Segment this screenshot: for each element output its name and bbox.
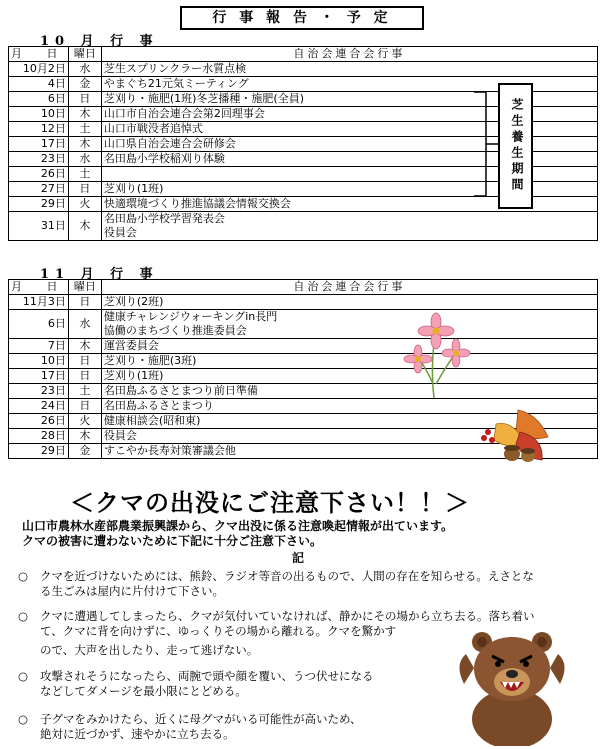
row-day: 日 bbox=[68, 92, 101, 107]
row-day: 火 bbox=[68, 414, 101, 429]
row-event: すこやか長寿対策審議会他 bbox=[101, 444, 597, 459]
row-event-line2: 協働のまちづくり推進委員会 bbox=[103, 324, 247, 337]
col-day-header: 曜日 bbox=[68, 47, 101, 62]
circle-bullet-icon: ○ bbox=[18, 712, 29, 726]
row-day: 日 bbox=[68, 182, 101, 197]
row-date: 23日 bbox=[9, 152, 69, 167]
bracket-icon bbox=[470, 90, 500, 200]
row-day: 木 bbox=[68, 339, 101, 354]
col-date-header: 月 日 bbox=[9, 47, 69, 62]
col-event-header: 自治会連合会行事 bbox=[101, 47, 597, 62]
row-event: 芝刈り・施肥(1班)冬芝播種・施肥(全員) bbox=[101, 92, 597, 107]
page-title: 行 事 報 告 ・ 予 定 bbox=[180, 6, 424, 30]
cosmos-flower-icon bbox=[398, 312, 473, 400]
row-event: 山口市戦没者追悼式 bbox=[101, 122, 597, 137]
row-date: 6日 bbox=[9, 92, 69, 107]
col-day-header: 曜日 bbox=[68, 280, 101, 295]
row-date: 31日 bbox=[9, 212, 69, 241]
row-day: 水 bbox=[68, 62, 101, 77]
table-header-row bbox=[9, 280, 598, 295]
row-event: 名田島ふるさとまつり前日準備 bbox=[101, 384, 597, 399]
row-day: 火 bbox=[68, 197, 101, 212]
table-row bbox=[9, 212, 598, 241]
row-date: 4日 bbox=[9, 77, 69, 92]
row-event: 芝刈り(1班) bbox=[101, 369, 597, 384]
row-day: 木 bbox=[68, 137, 101, 152]
warning-item-text: クマに遭遇してしまったら、クマが気付いていなければ、静かにその場から立ち去る。落ち着い て、クマに背を向けずに、ゆっくりその場から離れる。クマを驚かす ので、大声を出したり、走って逃げない。 bbox=[40, 609, 535, 657]
row-date: 12日 bbox=[9, 122, 69, 137]
row-event: 芝生スプリンクラー水質点検 bbox=[101, 62, 597, 77]
intro-line-1: 山口市農林水産部農業振興課から、クマ出没に係る注意喚起情報が出ています。 bbox=[22, 519, 454, 533]
col-event-header: 自治会連合会行事 bbox=[101, 280, 597, 295]
table-header-row bbox=[9, 47, 598, 62]
row-event-line1: 健康チャレンジウォーキングin長門 bbox=[103, 310, 278, 323]
row-event: 役員会 bbox=[101, 429, 597, 444]
table-row bbox=[9, 62, 598, 77]
row-event: 運営委員会 bbox=[101, 339, 597, 354]
row-event: 名田島ふるさとまつり bbox=[101, 399, 597, 414]
row-event-line1: 名田島小学校学習発表会 bbox=[103, 212, 225, 225]
circle-bullet-icon: ○ bbox=[18, 609, 29, 623]
row-day: 金 bbox=[68, 444, 101, 459]
row-event: やまぐち21元気ミーティング bbox=[101, 77, 597, 92]
row-event: 名田島小学校稲刈り体験 bbox=[101, 152, 597, 167]
row-event bbox=[101, 310, 597, 339]
row-date: 29日 bbox=[9, 444, 69, 459]
circle-bullet-icon: ○ bbox=[18, 569, 29, 583]
row-event: 山口県自治会連合会研修会 bbox=[101, 137, 597, 152]
row-day: 木 bbox=[68, 107, 101, 122]
row-event: 芝刈り(1班) bbox=[101, 182, 597, 197]
row-day: 土 bbox=[68, 384, 101, 399]
table-row bbox=[9, 384, 598, 399]
lawn-curing-period-note: 芝生養生期間 bbox=[498, 83, 533, 209]
row-day: 土 bbox=[68, 122, 101, 137]
table-row bbox=[9, 310, 598, 339]
row-day: 金 bbox=[68, 77, 101, 92]
bear-warning-intro bbox=[22, 519, 602, 549]
col-date-header: 月 日 bbox=[9, 280, 69, 295]
ki-label: 記 bbox=[292, 551, 305, 565]
circle-bullet-icon: ○ bbox=[18, 669, 29, 683]
angry-bear-icon bbox=[452, 624, 572, 746]
row-date: 10月2日 bbox=[9, 62, 69, 77]
row-event bbox=[101, 212, 597, 241]
october-heading: 10 月 行 事 bbox=[40, 34, 159, 49]
row-date: 7日 bbox=[9, 339, 69, 354]
row-event: 快適環境づくり推進協議会情報交換会 bbox=[101, 197, 597, 212]
row-event-line2: 役員会 bbox=[103, 226, 137, 239]
row-day: 木 bbox=[68, 429, 101, 444]
row-date: 10日 bbox=[9, 354, 69, 369]
row-date: 6日 bbox=[9, 310, 69, 339]
row-event: 芝刈り・施肥(3班) bbox=[101, 354, 597, 369]
row-date: 26日 bbox=[9, 414, 69, 429]
row-date: 29日 bbox=[9, 197, 69, 212]
table-row bbox=[9, 295, 598, 310]
row-date: 26日 bbox=[9, 167, 69, 182]
row-date: 10日 bbox=[9, 107, 69, 122]
table-row bbox=[9, 369, 598, 384]
row-day: 水 bbox=[68, 310, 101, 339]
row-date: 24日 bbox=[9, 399, 69, 414]
row-date: 27日 bbox=[9, 182, 69, 197]
warning-item-text: 子グマをみかけたら、近くに母グマがいる可能性が高いため、 絶対に近づかず、速やかに立ち去る。 bbox=[40, 712, 362, 741]
row-event: 芝刈り(2班) bbox=[101, 295, 597, 310]
table-row bbox=[9, 339, 598, 354]
row-day: 水 bbox=[68, 152, 101, 167]
row-date: 17日 bbox=[9, 369, 69, 384]
warning-item-text: 攻撃されそうになったら、両腕で頭や顔を覆い、うつ伏せになる などしてダメージを最小限にとどめる。 bbox=[40, 669, 374, 698]
row-date: 23日 bbox=[9, 384, 69, 399]
row-day: 木 bbox=[68, 212, 101, 241]
bear-warning-title: ＜クマの出没にご注意下さい！！＞ bbox=[70, 489, 470, 517]
row-day: 土 bbox=[68, 167, 101, 182]
intro-line-2: クマの被害に遭わないために下記に十分ご注意下さい。 bbox=[22, 534, 323, 548]
row-day: 日 bbox=[68, 369, 101, 384]
row-date: 28日 bbox=[9, 429, 69, 444]
row-day: 日 bbox=[68, 295, 101, 310]
row-date: 11月3日 bbox=[9, 295, 69, 310]
autumn-leaves-icon bbox=[478, 402, 558, 467]
row-day: 日 bbox=[68, 354, 101, 369]
november-heading: 11 月 行 事 bbox=[40, 267, 159, 282]
row-event: 健康相談会(昭和東) bbox=[101, 414, 597, 429]
row-date: 17日 bbox=[9, 137, 69, 152]
warning-item-text: クマを近づけないためには、熊鈴、ラジオ等音の出るもので、人間の存在を知らせる。えさとな る生ごみは屋内に片付けて下さい。 bbox=[40, 569, 534, 598]
row-event: 山口市自治会連合会第2回理事会 bbox=[101, 107, 597, 122]
row-day: 日 bbox=[68, 399, 101, 414]
table-row bbox=[9, 354, 598, 369]
